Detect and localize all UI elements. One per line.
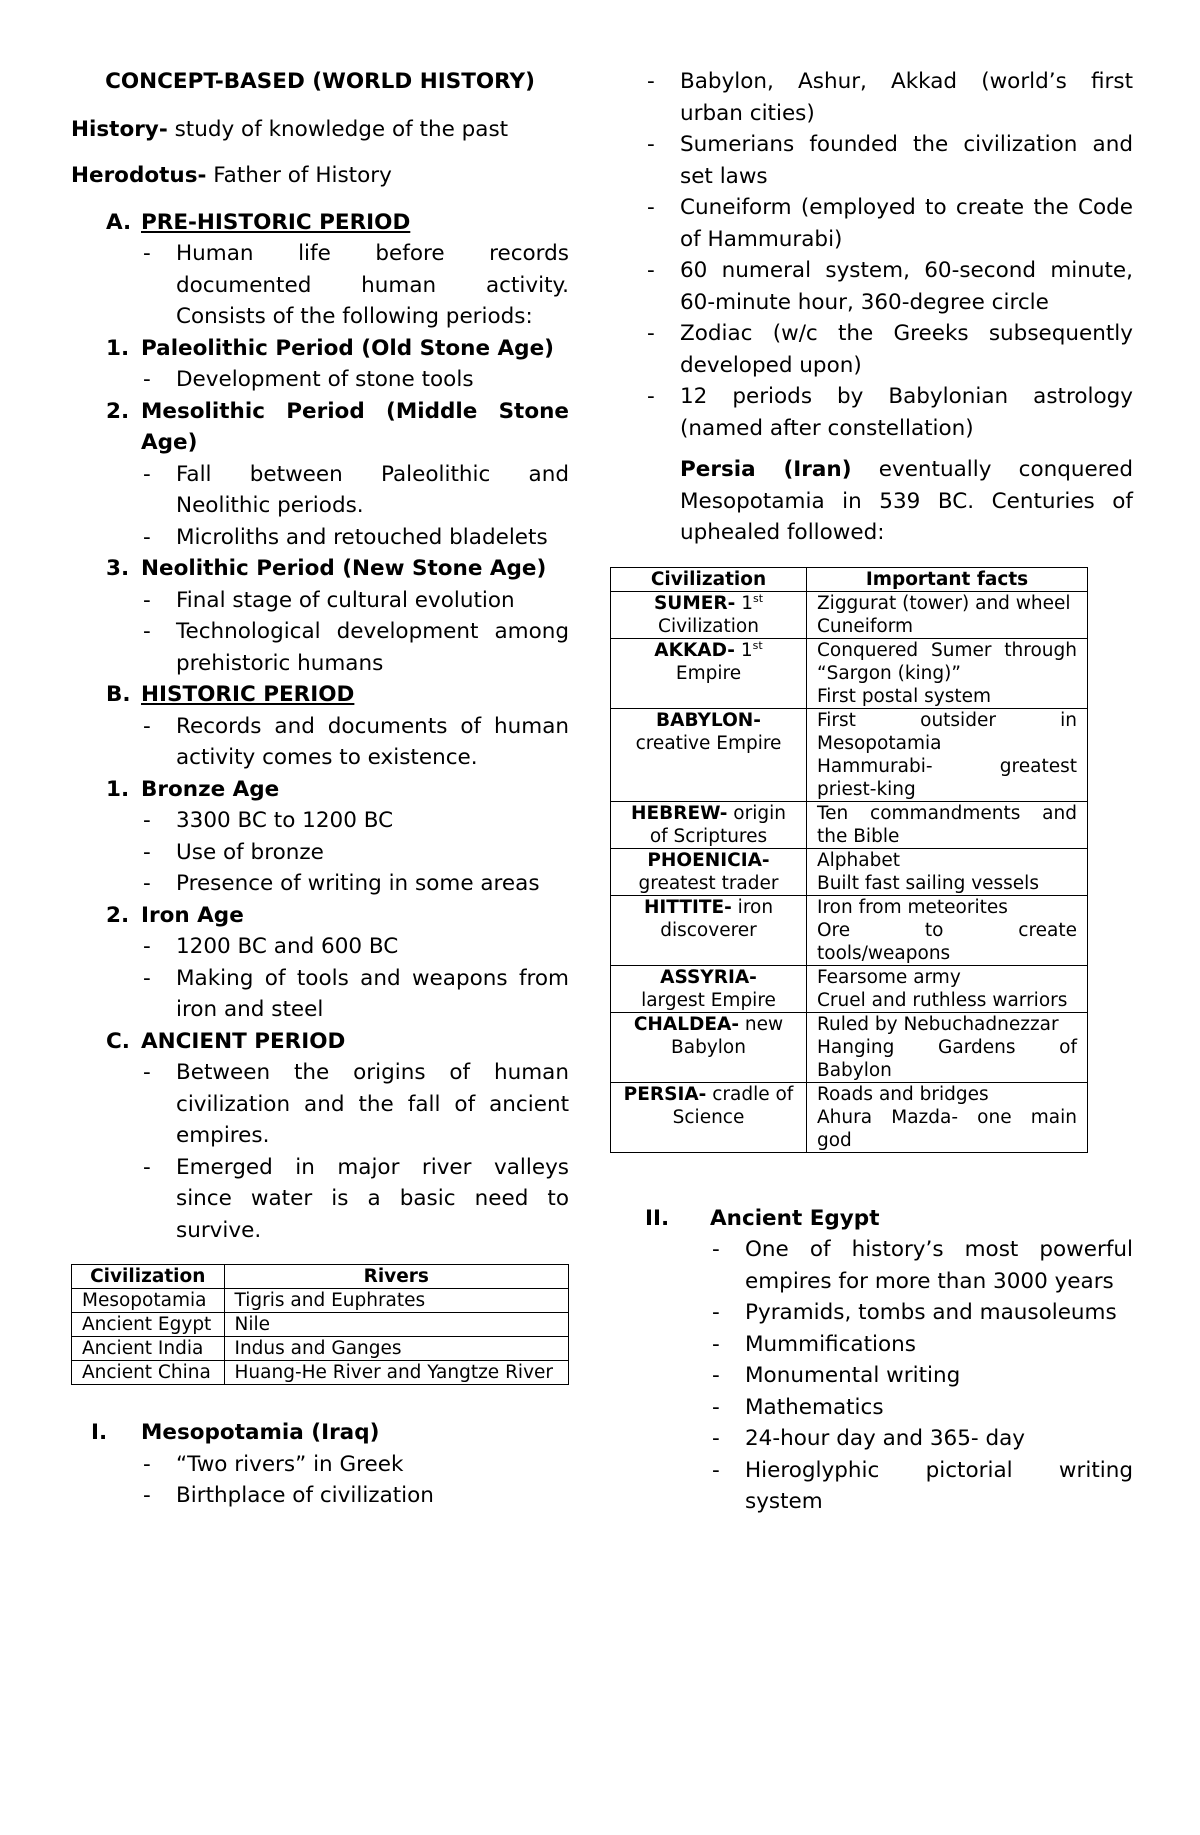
list-item-text: 3300 BC to 1200 BC [176,808,394,833]
list-item-text: Development of stone tools [176,367,474,392]
dash-marker: - [647,321,655,346]
table-cell: Mesopotamia [72,1289,225,1313]
civ-name: HITTITE- [643,896,732,918]
section-a-heading [71,207,569,239]
section-c-marker: C. [106,1028,130,1054]
list-item [71,711,569,774]
list-item-text: Final stage of cultural evolution [176,587,515,613]
civ-facts-cell [807,1012,1088,1082]
table-cell: Tigris and Euphrates [224,1289,569,1313]
list-item-text: Cuneiform (employed to create the Code of Hammurabi) [680,195,1133,252]
history-definition [71,114,569,146]
civ-name-cell [611,1082,807,1152]
dash-marker: - [712,1426,720,1451]
list-item-text: Pyramids, tombs and mausoleums [745,1300,1117,1325]
dash-marker: - [647,258,655,283]
list-item-text: Zodiac (w/c the Greeks subsequently developed upon) [680,321,1133,378]
list-item [645,381,1133,444]
dash-marker: - [143,241,151,266]
civ-name-cell [611,801,807,848]
list-item-text: 24-hour day and 365- day [745,1426,1026,1451]
mesopotamia-heading [71,1417,569,1449]
list-item [71,1057,569,1152]
table-row [72,1361,569,1385]
section-a-marker: A. [106,209,132,235]
list-item [71,585,569,617]
civ-fact: Ahura Mazda- one main god [817,1106,1077,1151]
dash-marker: - [647,69,655,94]
civ-facts-cell [807,895,1088,965]
list-item-text: Babylon, Ashur, Akkad (world’s first urban cities) [680,69,1133,126]
herodotus-definition [71,160,569,192]
civ-name-cell [611,848,807,895]
mesopotamia-marker: I. [91,1420,108,1445]
civ-fact: First outsider in Mesopotamia [817,709,1077,754]
civ-subtitle: creative Empire [635,732,782,754]
list-item [71,459,569,522]
dash-marker: - [712,1237,720,1262]
history-def: study of knowledge of the past [167,116,509,142]
table-row [72,1337,569,1361]
dash-marker: - [143,1060,151,1085]
dash-marker: - [143,934,151,959]
section-b2-marker: 2. [106,902,130,928]
civ-fact: Iron from meteorites [817,896,1008,918]
civ-facts-cell [807,591,1088,638]
dash-marker: - [712,1363,720,1388]
dash-marker: - [712,1457,720,1483]
civ-fact: Ziggurat (tower) and wheel [817,592,1071,614]
civ-fact: Roads and bridges [817,1083,989,1105]
list-item-text: Emerged in major river valleys since water is a basic need to survive. [176,1154,569,1243]
dash-marker: - [647,195,655,220]
rivers-table [71,1264,569,1385]
civ-subtitle: 1 [735,592,753,614]
dash-marker: - [143,1451,151,1477]
table-row [72,1313,569,1337]
list-item-text: Mummifications [745,1331,916,1357]
civ-name: PERSIA- [623,1083,707,1105]
dash-marker: - [143,871,151,896]
dash-marker: - [143,524,151,550]
section-a-title: PRE-HISTORIC PERIOD [141,209,411,235]
dash-marker: - [143,713,151,739]
section-a3-marker: 3. [106,556,130,581]
list-item [71,931,569,963]
list-item-text: 60 numeral system, 60-second minute, 60-minute hour, 360-degree circle [680,258,1133,315]
civ-subtitle: largest Empire [641,989,776,1011]
civ-name-cell [611,591,807,638]
dash-marker: - [647,384,655,409]
list-item [645,1360,1133,1392]
civ-fact: Ten commandments and the Bible [817,802,1077,847]
civ-subtitle: cradle of Science [672,1083,794,1128]
list-item-text: Making of tools and weapons from iron and steel [176,965,569,1022]
document-title: CONCEPT-BASED (WORLD HISTORY) [105,69,535,94]
section-b1-marker: 1. [106,776,130,802]
list-item [645,1392,1133,1424]
table-row [611,1082,1088,1152]
table-row [72,1289,569,1313]
civ-fact: Hanging Gardens of Babylon [817,1036,1077,1081]
dash-marker: - [712,1394,720,1420]
civ-name: CHALDEA- [633,1013,740,1035]
section-b1-heading [71,774,569,806]
persia-paragraph [645,454,1133,549]
civ-subtitle: greatest trader [638,872,779,894]
dash-marker: - [712,1300,720,1325]
civ-name-cell [611,638,807,708]
list-item [645,66,1133,129]
list-item [71,837,569,869]
egypt-heading [645,1203,1133,1235]
dash-marker: - [647,132,655,157]
civ-name-cell [611,1012,807,1082]
section-a1-marker: 1. [106,335,130,361]
section-a-desc: Human life before records documented human activity. Consists of the following periods: [176,241,569,329]
list-item [71,963,569,1026]
egypt-marker: II. [645,1205,670,1231]
dash-marker: - [143,839,151,865]
section-a2-heading [71,396,569,459]
table-header-row [72,1265,569,1289]
civ-fact: Ruled by Nebuchadnezzar [817,1013,1059,1035]
persia-term: Persia (Iran) [680,457,852,482]
table-cell: Ancient India [72,1337,225,1361]
list-item [71,1449,569,1481]
list-item-text: 12 periods by Babylonian astrology (named after constellation) [680,384,1133,441]
list-item [645,318,1133,381]
dash-marker: - [143,461,151,487]
civ-subtitle: origin of Scriptures [649,802,786,847]
history-term: History- [71,116,168,142]
list-item [71,1480,569,1512]
civ-fact: Built fast sailing vessels [817,872,1039,894]
herodotus-def: Father of History [206,163,392,188]
civ-name: PHOENICIA- [647,849,770,871]
civ-name: HEBREW- [631,802,728,824]
civ-fact: Conquered Sumer through “Sargon (king)” [817,639,1077,684]
section-a3-heading [71,553,569,585]
civ-facts-cell [807,638,1088,708]
list-item-text: Fall between Paleolithic and Neolithic periods. [176,461,569,518]
section-b-heading [71,679,569,711]
civ-fact: Cruel and ruthless warriors [817,989,1068,1011]
civ-table-body [611,591,1088,1152]
section-b2-heading [71,900,569,932]
civ-facts-cell [807,801,1088,848]
list-item-text: Microliths and retouched bladelets [176,524,548,550]
table-row [611,965,1088,1012]
dash-marker: - [143,1154,151,1180]
table-row [611,638,1088,708]
list-item-text: Presence of writing in some areas [176,871,540,896]
list-item [645,255,1133,318]
table-row [611,801,1088,848]
civ-fact: Fearsome army [817,966,961,988]
list-item [71,868,569,900]
civ-ordinal: st [752,591,764,605]
dash-marker: - [143,619,151,644]
section-b1-title: Bronze Age [141,776,280,802]
list-item [645,1329,1133,1361]
dash-marker: - [712,1331,720,1357]
dash-marker: - [143,808,151,833]
civ-subtitle: iron discoverer [660,896,774,941]
civ-facts-cell [807,1082,1088,1152]
civ-fact: First postal system [817,685,992,707]
table-cell: Ancient Egypt [72,1313,225,1337]
civ-fact: Cuneiform [817,615,914,637]
list-item-text: Technological development among prehistoric humans [176,619,569,676]
table-row [611,895,1088,965]
list-item [71,238,569,333]
herodotus-term: Herodotus- [71,163,207,188]
left-column [71,66,569,1512]
section-a3-title: Neolithic Period (New Stone Age) [141,556,547,581]
list-item-text: Hieroglyphic pictorial writing system [745,1457,1133,1514]
table-header: Civilization [611,567,807,591]
list-item [71,364,569,396]
list-item-text: One of history’s most powerful empires for more than 3000 years [745,1237,1133,1294]
section-b-desc: Records and documents of human activity comes to existence. [176,713,569,770]
egypt-title: Ancient Egypt [710,1205,880,1231]
table-row [611,1012,1088,1082]
list-item [645,192,1133,255]
section-a1-title: Paleolithic Period (Old Stone Age) [141,335,554,361]
list-item [71,805,569,837]
list-item [645,129,1133,192]
table-cell: Ancient China [72,1361,225,1385]
dash-marker: - [143,965,151,991]
civ-subtitle: Civilization [658,615,759,637]
civ-facts-cell [807,708,1088,801]
civ-subtitle: 1 [734,639,753,661]
section-c-heading [71,1026,569,1058]
table-header: Civilization [72,1265,225,1289]
civ-subtitle: Empire [675,662,742,684]
dash-marker: - [143,1483,151,1508]
section-b-title: HISTORIC PERIOD [141,682,355,707]
civ-fact: Alphabet [817,849,900,871]
civ-name-cell [611,965,807,1012]
civ-name-cell [611,708,807,801]
list-item-text: Sumerians founded the civilization and set laws [680,132,1133,189]
civ-name: SUMER- [653,592,736,614]
persia-text: eventually conquered Mesopotamia in 539 BC. Centuries of uphealed followed: [680,457,1133,545]
list-item [645,1297,1133,1329]
dash-marker: - [143,367,151,392]
list-item [645,1423,1133,1455]
list-item-text: Mathematics [745,1394,884,1420]
list-item-text: Birthplace of civilization [176,1483,434,1508]
table-cell: Indus and Ganges [224,1337,569,1361]
table-header: Rivers [224,1265,569,1289]
list-item-text: Use of bronze [176,839,324,865]
list-item-text: Monumental writing [745,1363,961,1388]
list-item [645,1234,1133,1297]
civ-facts-cell [807,965,1088,1012]
dash-marker: - [143,587,151,613]
list-item [71,1152,569,1247]
list-item-text: “Two rivers” in Greek [176,1451,404,1477]
list-item [71,522,569,554]
section-a2-marker: 2. [106,398,130,424]
section-c-title: ANCIENT PERIOD [141,1028,346,1054]
list-item [645,1455,1133,1518]
civ-name: ASSYRIA- [660,966,757,988]
civ-subtitle: new Babylon [671,1013,784,1058]
civ-fact: Ore to create tools/weapons [817,919,1077,964]
section-b2-title: Iron Age [141,902,244,928]
list-item-text: Between the origins of human civilization and the fall of ancient empires. [176,1060,569,1148]
civ-name-cell [611,895,807,965]
table-row [611,708,1088,801]
civ-fact: Hammurabi- greatest priest-king [817,755,1077,800]
section-a2-title: Mesolithic Period (Middle Stone Age) [141,398,569,455]
table-cell: Nile [224,1313,569,1337]
section-b-marker: B. [106,682,131,707]
table-cell: Huang-He River and Yangtze River [224,1361,569,1385]
civilizations-table [610,567,1088,1153]
table-header-row [611,567,1088,591]
civ-name: BABYLON- [656,709,761,731]
table-row [611,591,1088,638]
civ-name: AKKAD- [654,639,735,661]
table-header: Important facts [807,567,1088,591]
civ-ordinal: st [752,638,763,652]
civ-facts-cell [807,848,1088,895]
section-a1-heading [71,333,569,365]
mesopotamia-title: Mesopotamia (Iraq) [141,1420,380,1445]
list-item-text: 1200 BC and 600 BC [176,934,399,959]
list-item [71,616,569,679]
right-column [623,66,1133,1518]
table-row [611,848,1088,895]
